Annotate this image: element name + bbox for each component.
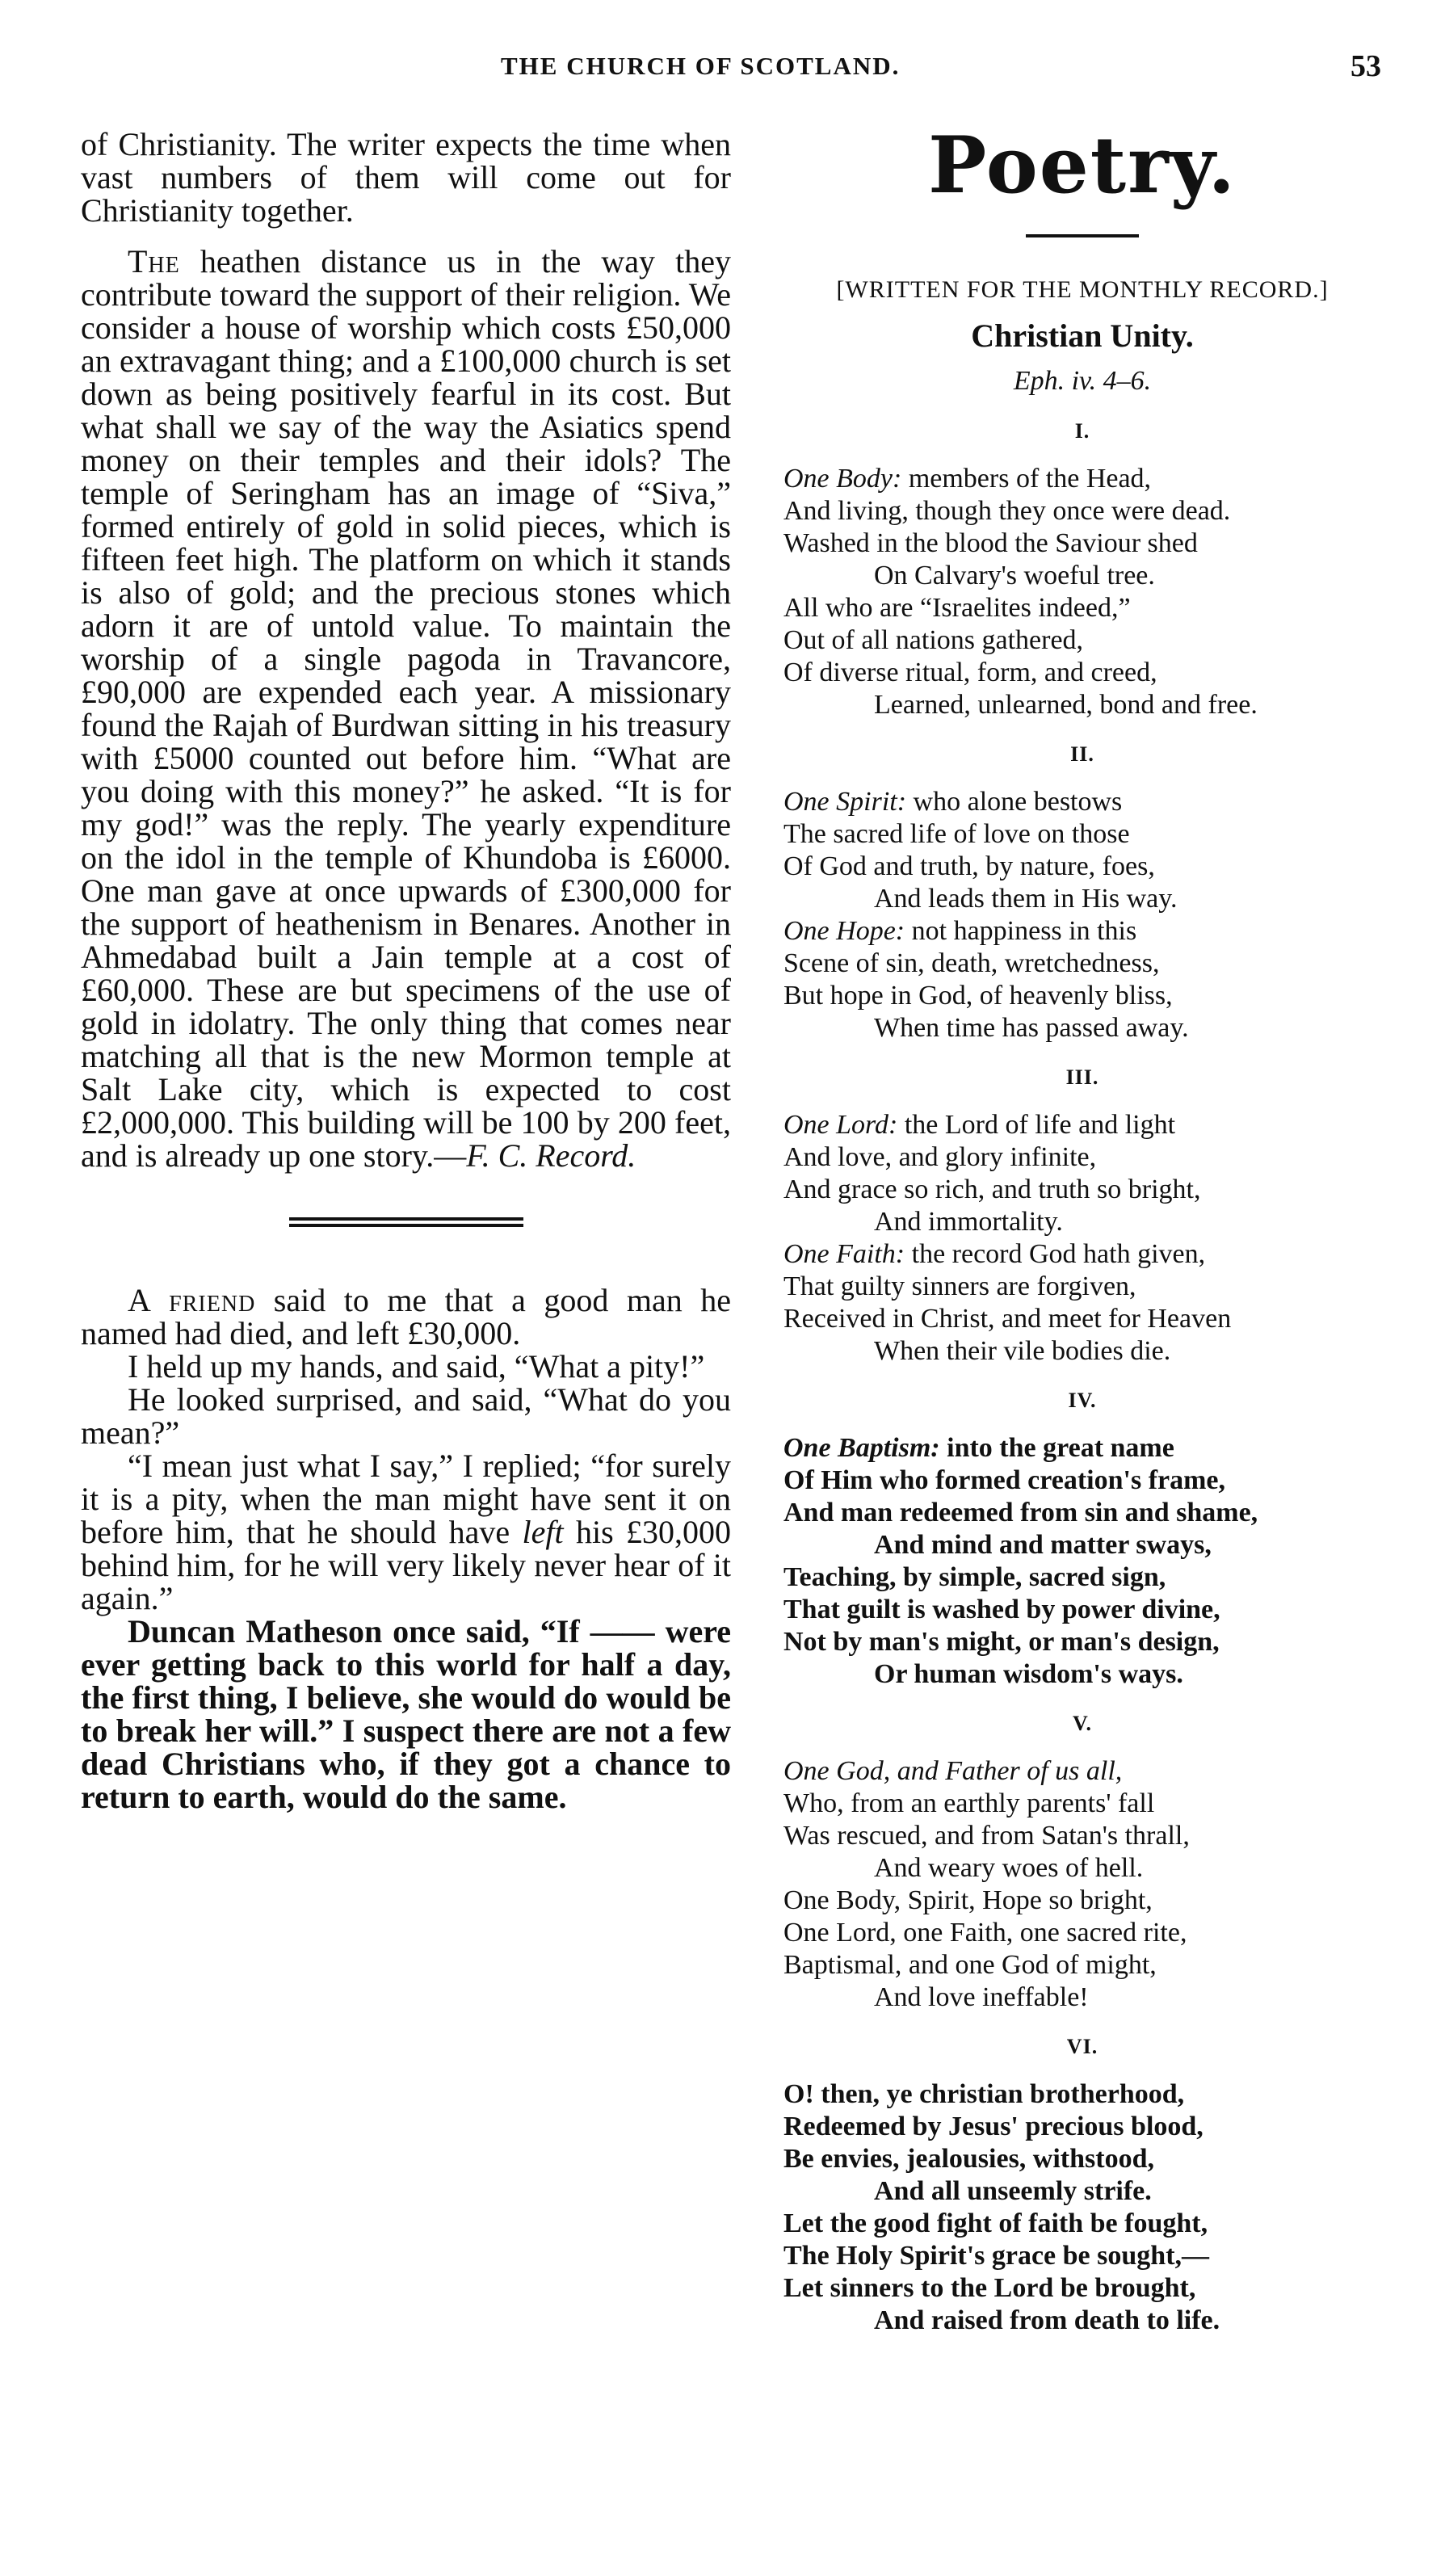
stanza-number: III.: [1065, 1065, 1099, 1089]
running-title: THE CHURCH OF SCOTLAND.: [501, 52, 901, 80]
poem-line: And leads them in His way.: [874, 884, 1178, 914]
page-number: 53: [1350, 49, 1381, 83]
paragraph-body: heathen distance us in the way they contribute toward the support of their religion. We consider a house of worship which costs £50,000 an extravagant thing; and a £100,000 church is set down as being positively fearful in its cost. But what shall we say of the way the Asiatics spend money on their temples and their idols? The temple of Seringham has an image of “Siva,” formed entirely of gold in solid pieces, which is fifteen feet high. The platform on which it stands is also of gold; and the precious stones which adorn it are of untold value. To maintain the worship of a single pagoda in Travancore, £90,000 are expended each year. A missionary found the Rajah of Burdwan sitting in his treasury with £5000 counted out before him. “What are you doing with this money?” he asked. “It is for my god!” was the reply. The yearly expenditure on the idol in the temple of Khundoba is £6000. One man gave at once upwards of £300,000 for the support of heathenism in Benares. Another in Ahmedabad built a Jain temple at a cost of £60,000. These are but specimens of the use of gold in idolatry. The only thing that comes near matching all that is the new Mormon temple at Salt Lake city, which is expected to cost £2,000,000. This building will be 100 by 200 feet, and is already up one story.—: [81, 243, 731, 1174]
poem-line-emphasis: One Baptism:: [783, 1433, 940, 1463]
poem-line: [783, 2078, 1381, 2111]
poem-line: Let sinners to the Lord be brought,: [783, 2273, 1196, 2303]
poem-line: Not by man's might, or man's design,: [783, 1627, 1220, 1657]
poem-title: Christian Unity.: [971, 317, 1194, 354]
poem-line: [783, 1755, 1381, 1788]
stanza-number: I.: [1074, 419, 1090, 443]
poem-line: One Body, Spirit, Hope so bright,: [783, 1885, 1153, 1915]
stanza: [783, 2078, 1381, 2337]
poem-line: And weary woes of hell.: [874, 1853, 1144, 1883]
poem-line: Was rescued, and from Satan's thrall,: [783, 1821, 1190, 1851]
section-divider: [289, 1217, 523, 1227]
poem-line: [783, 1432, 1381, 1464]
paragraph-body: said to me that a good man he named had died, and left £30,000.: [81, 1282, 731, 1351]
poem-line: And all unseemly strife.: [874, 2176, 1152, 2206]
poem-line: [783, 1238, 1381, 1271]
poem-line: Who, from an earthly parents' fall: [783, 1788, 1155, 1818]
poem-line: And love ineffable!: [874, 1982, 1089, 2012]
left-column: [81, 128, 731, 1813]
poem-line: When their vile bodies die.: [874, 1336, 1171, 1366]
source-citation: F. C. Record.: [466, 1137, 636, 1174]
paragraph-body: his £30,000 behind him, for he will very likely never hear of it again.”: [81, 1514, 732, 1616]
poem-line-text: who alone bestows: [906, 787, 1123, 817]
written-for-note: [WRITTEN FOR THE MONTHLY RECORD.]: [836, 276, 1329, 303]
poetry-section-title: Poetry.: [928, 120, 1237, 211]
paragraph-heathen-spending: [81, 245, 731, 1172]
stanza-number: VI.: [1066, 2035, 1098, 2058]
poem-line-emphasis: One God, and Father of us all,: [783, 1756, 1123, 1786]
poem-line: Of Him who formed creation's frame,: [783, 1465, 1226, 1495]
scripture-reference: Eph. iv. 4–6.: [1013, 366, 1152, 396]
poem-line: That guilty sinners are forgiven,: [783, 1271, 1136, 1301]
paragraph-continued: of Christianity. The writer expects the time when vast numbers of them will come out for Christianity together.: [81, 126, 731, 229]
stanza-number: IV.: [1068, 1389, 1097, 1412]
poem-line: The sacred life of love on those: [783, 819, 1130, 849]
poem-line: And grace so rich, and truth so bright,: [783, 1175, 1201, 1204]
poem-line: Learned, unlearned, bond and free.: [874, 690, 1258, 720]
stanza-number: V.: [1073, 1712, 1092, 1735]
poem-line: Baptismal, and one God of might,: [783, 1950, 1157, 1980]
poem-line: When time has passed away.: [874, 1013, 1189, 1043]
poem-line: And man redeemed from sin and shame,: [783, 1498, 1258, 1528]
paragraph-reply: [81, 1449, 731, 1615]
poem-line: The Holy Spirit's grace be sought,—: [783, 2241, 1210, 2271]
poem-line: [783, 915, 1381, 948]
stanza: [783, 463, 1381, 721]
poem-line: [783, 786, 1381, 818]
right-column: [783, 121, 1381, 2337]
poem-line-text: members of the Head,: [901, 464, 1152, 494]
stanza: [783, 786, 1381, 1044]
poem-line-text: not happiness in this: [905, 916, 1137, 946]
poem-line: Or human wisdom's ways.: [874, 1659, 1183, 1689]
poem-line: And love, and glory infinite,: [783, 1142, 1097, 1172]
poem-line: And immortality.: [874, 1207, 1063, 1237]
page-header: [81, 48, 1381, 97]
poem-line-text: the record God hath given,: [905, 1239, 1206, 1269]
poem-line: Of God and truth, by nature, foes,: [783, 851, 1155, 881]
paragraph-what-do-you-mean: He looked surprised, and said, “What do you mean?”: [81, 1381, 731, 1451]
stanza: [783, 1755, 1381, 2014]
poem-line: Let the good fight of faith be fought,: [783, 2208, 1208, 2238]
poem-line-emphasis: One Spirit:: [783, 787, 907, 817]
poem-line: Scene of sin, death, wretchedness,: [783, 948, 1160, 978]
title-divider: [1026, 234, 1139, 237]
paragraph-body: “I mean just what I say,” I replied; “for surely it is a pity, when the man might have sent it on before him, that he should have: [81, 1448, 731, 1550]
poem-line: [783, 463, 1381, 495]
poem-line: That guilt is washed by power divine,: [783, 1595, 1220, 1624]
poem-line-text: into the great name: [939, 1433, 1174, 1463]
stanza-number: II.: [1070, 742, 1094, 766]
poem-line: Teaching, by simple, sacred sign,: [783, 1562, 1166, 1592]
poem-line: Of diverse ritual, form, and creed,: [783, 658, 1157, 687]
poem-line: Washed in the blood the Saviour shed: [783, 528, 1198, 558]
poem-line: But hope in God, of heavenly bliss,: [783, 981, 1173, 1011]
paragraph-what-a-pity: I held up my hands, and said, “What a pity!”: [128, 1348, 705, 1385]
poem-line-text: the Lord of life and light: [897, 1110, 1176, 1140]
poem-line: Received in Christ, and meet for Heaven: [783, 1304, 1232, 1334]
poem-line: Out of all nations gathered,: [783, 625, 1084, 655]
poem-line-emphasis: One Hope:: [783, 916, 905, 946]
poem-line: One Lord, one Faith, one sacred rite,: [783, 1918, 1187, 1948]
stanza: [783, 1109, 1381, 1368]
paragraph-duncan-matheson: Duncan Matheson once said, “If —— were ever getting back to this world for half a day, the first thing, I believe, she would do would be to break her will.” I suspect there are not a few dead Christians who, if they got a chance to return to earth, would do the same.: [81, 1613, 731, 1815]
poem-line: All who are “Israelites indeed,”: [783, 593, 1131, 623]
poem-line: Redeemed by Jesus' precious blood,: [783, 2112, 1203, 2141]
poem-line-text: O! then, ye christian brotherhood,: [783, 2079, 1185, 2109]
poem-line-emphasis: One Body:: [783, 464, 902, 494]
paragraph-lead: The: [128, 243, 180, 279]
paragraph-good-man: [81, 1284, 731, 1350]
poem-line: And mind and matter sways,: [874, 1530, 1212, 1560]
paragraph-lead: A friend: [128, 1282, 256, 1318]
poem-line: And living, though they once were dead.: [783, 496, 1231, 526]
poem-line-emphasis: One Lord:: [783, 1110, 898, 1140]
poem-line: And raised from death to life.: [874, 2305, 1220, 2335]
emphasis-left: left: [522, 1514, 564, 1550]
poem-line-emphasis: One Faith:: [783, 1239, 905, 1269]
poem-line: [783, 1109, 1381, 1141]
poem-line: Be envies, jealousies, withstood,: [783, 2144, 1154, 2174]
poem-line: On Calvary's woeful tree.: [874, 561, 1155, 590]
stanza: [783, 1432, 1381, 1691]
